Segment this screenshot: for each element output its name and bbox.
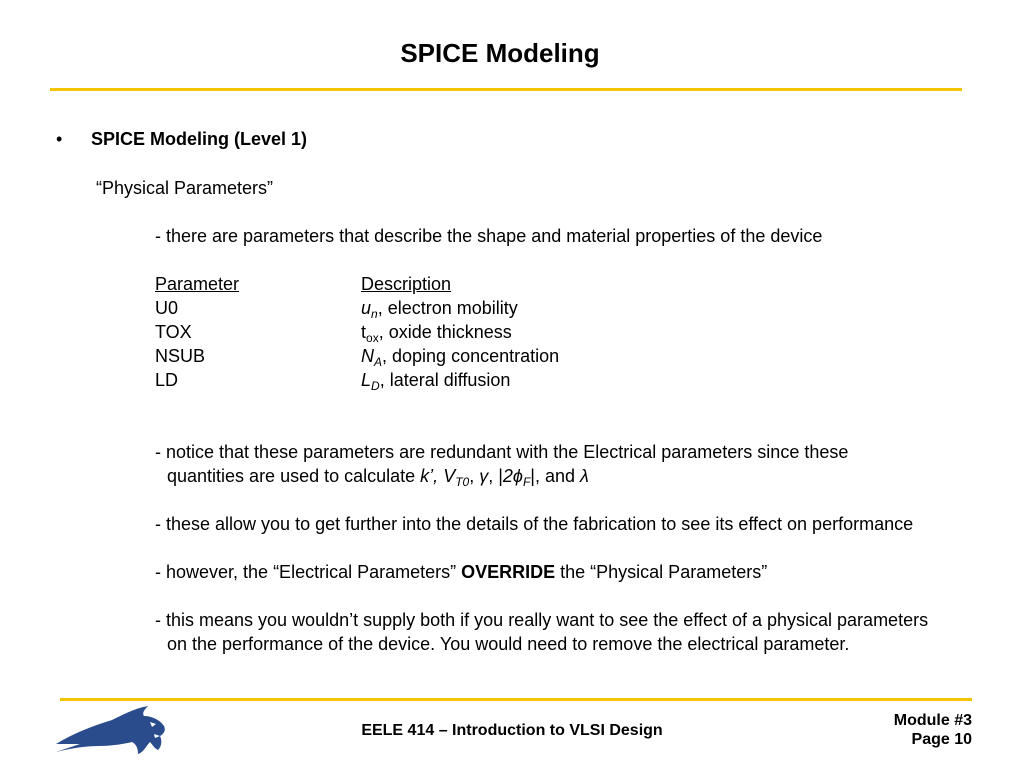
bullet-marker: •: [56, 129, 63, 149]
symbol: t: [361, 322, 367, 342]
notice-line-1: - notice that these parameters are redundant with the Electrical parameters since these: [155, 442, 849, 462]
table-row-param: LD: [155, 370, 179, 390]
table-row-description: [361, 345, 559, 367]
k-prime-symbol: k’,: [420, 466, 444, 486]
title-divider: [50, 88, 962, 91]
footer-module: Module #3: [893, 712, 972, 729]
description: , electron mobility: [377, 298, 518, 318]
override-suffix: the “Physical Parameters”: [555, 562, 768, 582]
table-row-param: U0: [155, 298, 179, 318]
symbol: L: [361, 370, 372, 390]
intro-text: - there are parameters that describe the shape and material properties of the device: [155, 226, 823, 246]
separator: , |: [488, 466, 503, 486]
notice-line-2: [167, 465, 589, 487]
phi-symbol: 2ϕ: [502, 466, 523, 486]
table-row-param: NSUB: [155, 346, 206, 366]
separator: |, and: [530, 466, 581, 486]
table-header-description: Description: [361, 274, 452, 294]
vt0-symbol: V: [443, 466, 456, 486]
symbol: N: [361, 346, 374, 366]
override-word: OVERRIDE: [461, 562, 556, 582]
table-row-description: [361, 369, 510, 391]
phi-subscript: F: [522, 475, 531, 489]
bullet-heading: SPICE Modeling (Level 1): [91, 129, 308, 149]
symbol-subscript: D: [371, 379, 380, 393]
table-header-parameter: Parameter: [155, 274, 240, 294]
page-title: SPICE Modeling: [400, 38, 600, 68]
lambda-symbol: λ: [580, 466, 589, 486]
symbol-subscript: ox: [366, 331, 379, 345]
notice-prefix: quantities are used to calculate: [167, 466, 421, 486]
override-prefix: - however, the “Electrical Parameters”: [155, 562, 462, 582]
table-row-description: [361, 297, 518, 319]
fabrication-note: - these allow you to get further into the details of the fabrication to see its effect on performance: [155, 514, 914, 534]
separator: ,: [469, 466, 480, 486]
gamma-symbol: γ: [479, 466, 489, 486]
description: , lateral diffusion: [379, 370, 511, 390]
table-row-description: [361, 321, 512, 343]
table-row-param: TOX: [155, 322, 192, 342]
subheading: “Physical Parameters”: [96, 178, 274, 198]
means-line-1: - this means you wouldn’t supply both if you really want to see the effect of a physical parameters: [155, 610, 929, 630]
override-note: [155, 561, 767, 583]
footer-course-title: EELE 414 – Introduction to VLSI Design: [361, 722, 663, 739]
description: , oxide thickness: [378, 322, 512, 342]
symbol-subscript: n: [371, 307, 378, 321]
symbol-subscript: A: [374, 355, 383, 369]
vt0-subscript: T0: [455, 475, 470, 489]
description: , doping concentration: [382, 346, 560, 366]
symbol: u: [361, 298, 372, 318]
means-line-2: on the performance of the device. You would need to remove the electrical parameter.: [167, 634, 850, 654]
footer-divider: [60, 698, 972, 701]
footer-page-number: Page 10: [911, 731, 972, 748]
